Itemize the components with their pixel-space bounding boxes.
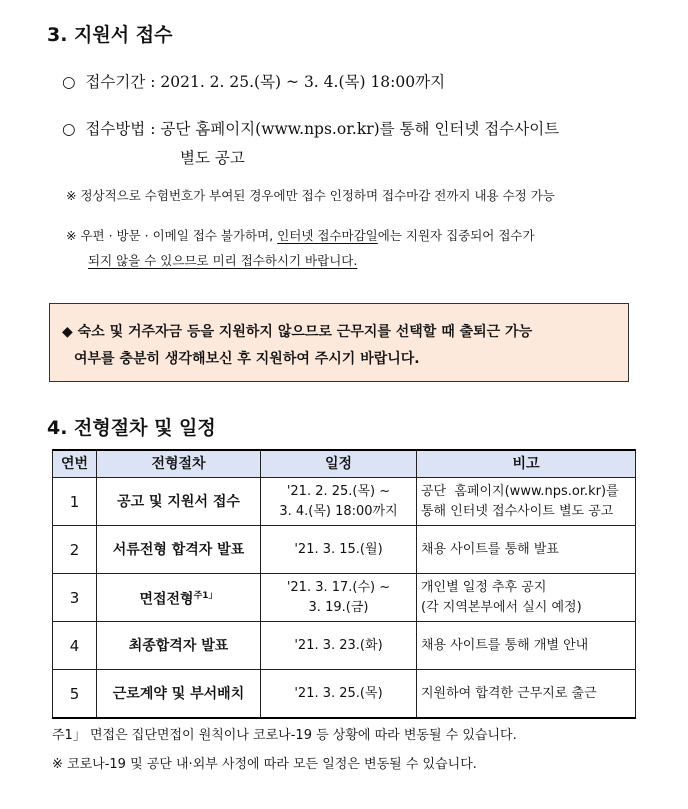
date-cell [261,526,417,574]
col-header: 연번 [53,450,97,478]
remark-cell [417,622,636,670]
remark-line-2: (각 지역본부에서 실시 예정) [421,599,582,615]
note-2d: 되지 않을 수 있으므로 미리 접수하시기 바랍니다. [88,253,358,268]
date-line-1: '21. 3. 15.(월) [294,541,383,557]
note-2c: 에는 지원자 집중되어 접수가 [377,228,535,243]
date-line-2: 3. 4.(목) 18:00까지 [279,503,398,519]
footnote-2: ※ 코로나-19 및 공단 내·외부 사정에 따라 모든 일정은 변동될 수 있습니다. [52,757,477,772]
note-2b: 인터넷 접수마감일 [277,228,378,243]
step-cell [97,478,261,526]
schedule-table [52,449,636,719]
footnote-ref: 주1」 [193,590,218,601]
col-header: 비고 [417,450,636,478]
date-line-1: '21. 3. 25.(목) [294,685,383,701]
table-row [53,526,636,574]
period-label: 접수기간 : [85,73,156,91]
footnote-1: 주1」 면접은 집단면접이 원칙이나 코로나-19 등 상황에 따라 변동될 수 있습니다. [52,728,517,743]
step-cell [97,526,261,574]
date-cell [261,670,417,719]
remark-cell [417,670,636,719]
step-cell [97,670,261,719]
date-line-2: 3. 19.(금) [308,599,369,615]
section4-title: 4. 전형절차 및 일정 [47,417,216,439]
step-name: 최종합격자 발표 [128,637,229,654]
step-cell [97,622,261,670]
step-name: 근로계약 및 부서배치 [112,685,245,702]
date-line-1: '21. 3. 23.(화) [294,637,383,653]
table-row [53,478,636,526]
period-line: ○ 접수기간 : 2021. 2. 25.(목) ~ 3. 4.(목) 18:00까지 [62,73,446,91]
row-number: 5 [53,670,97,719]
row-number: 3 [53,574,97,622]
remark-line-1: 공단 홈페이지(www.nps.or.kr)를 [421,483,619,499]
step-cell [97,574,261,622]
step-name: 면접전형 [139,591,194,608]
step-name: 서류전형 합격자 발표 [112,541,245,558]
date-cell [261,478,417,526]
date-cell [261,574,417,622]
row-number: 2 [53,526,97,574]
method-line: ○ 접수방법 : 공단 홈페이지(www.nps.or.kr)를 통해 인터넷 접수사이트 [62,120,560,138]
col-header: 일정 [261,450,417,478]
note-2 [66,226,535,244]
table-row [53,622,636,670]
table-row [53,574,636,622]
method-value: 공단 홈페이지(www.nps.or.kr)를 통해 인터넷 접수사이트 [160,120,560,138]
remark-line-1: 채용 사이트를 통해 발표 [421,541,559,557]
notice-line-1: ◆ 숙소 및 거주자금 등을 지원하지 않으므로 근무지를 선택할 때 출퇴근 가능 [62,324,533,340]
method-label: 접수방법 : [85,120,156,138]
table-row [53,670,636,719]
remark-cell [417,478,636,526]
col-header: 전형절차 [97,450,261,478]
row-number: 1 [53,478,97,526]
date-line-1: '21. 2. 25.(목) ~ [286,483,391,499]
section3-title: 3. 지원서 접수 [47,24,173,46]
period-value: 2021. 2. 25.(목) ~ 3. 4.(목) 18:00까지 [160,73,446,91]
notice-line-2: 여부를 충분히 생각해보신 후 지원하여 주시기 바랍니다. [74,351,420,367]
date-line-1: '21. 3. 17.(수) ~ [286,579,391,595]
note-1: ※ 정상적으로 수험번호가 부여된 경우에만 접수 인정하며 접수마감 전까지 내용 수정 가능 [66,188,555,203]
remark-line-1: 개인별 일정 추후 공지 [421,579,547,595]
remark-cell [417,574,636,622]
note-2a: ※ 우편 · 방문 · 이메일 접수 불가하며, [66,228,278,243]
notice-box [49,303,629,382]
remark-line-2: 통해 인터넷 접수사이트 별도 공고 [421,503,614,519]
row-number: 4 [53,622,97,670]
remark-cell [417,526,636,574]
date-cell [261,622,417,670]
remark-line-1: 지원하여 합격한 근무지로 출근 [421,685,597,701]
method-value-2: 별도 공고 [180,149,245,167]
step-name: 공고 및 지원서 접수 [117,493,240,510]
remark-line-1: 채용 사이트를 통해 개별 안내 [421,637,589,653]
